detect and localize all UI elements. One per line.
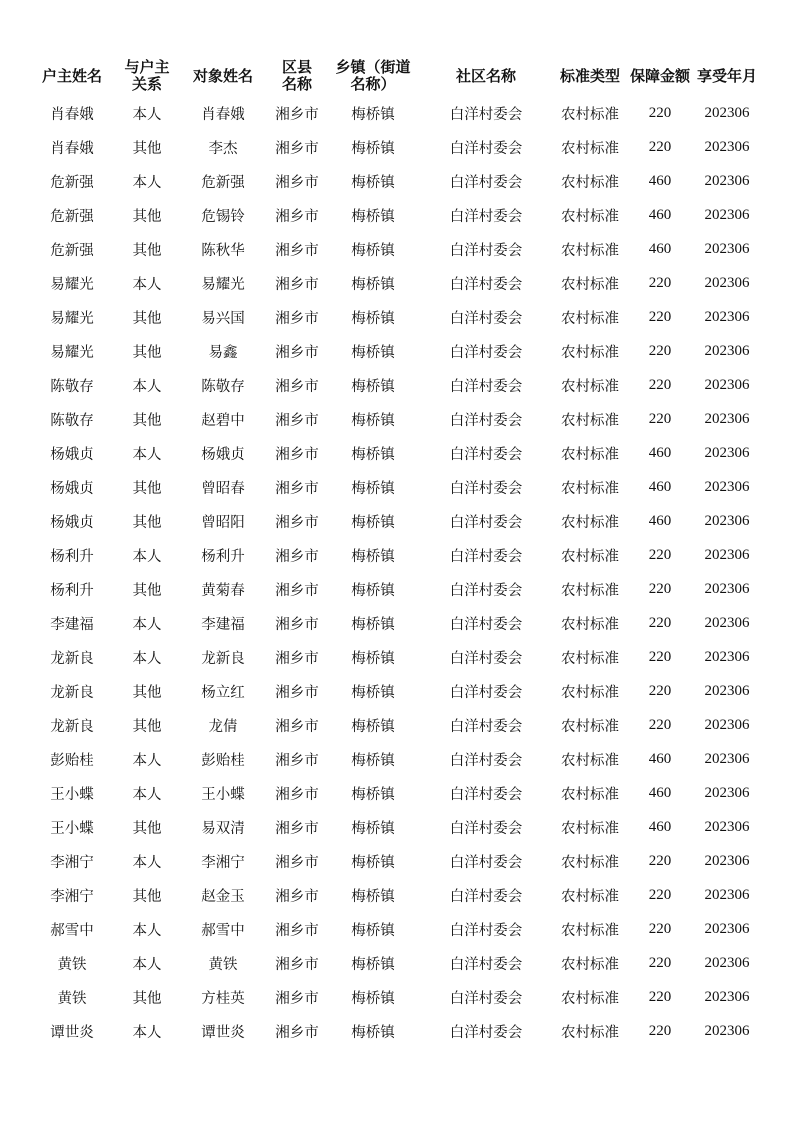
cell-householder-name: 危新强 bbox=[50, 242, 94, 259]
cell-period: 202306 bbox=[704, 580, 750, 597]
table-row bbox=[30, 96, 760, 130]
table-row bbox=[30, 946, 760, 980]
cell-county: 湘乡市 bbox=[275, 174, 319, 191]
cell-county: 湘乡市 bbox=[275, 208, 319, 225]
cell-county: 湘乡市 bbox=[275, 922, 319, 939]
cell-householder-name: 李湘宁 bbox=[50, 888, 94, 905]
cell-standard-type: 农村标准 bbox=[561, 310, 619, 327]
cell-community: 白洋村委会 bbox=[449, 378, 523, 395]
header-community: 社区名称 bbox=[455, 66, 516, 85]
table-row bbox=[30, 844, 760, 878]
cell-householder-name: 龙新良 bbox=[50, 684, 94, 701]
cell-community: 白洋村委会 bbox=[449, 140, 523, 157]
cell-relation: 其他 bbox=[132, 514, 162, 531]
cell-community: 白洋村委会 bbox=[449, 854, 523, 871]
subsidy-table bbox=[30, 56, 760, 1048]
cell-recipient-name: 黄菊春 bbox=[201, 582, 245, 599]
cell-householder-name: 王小蝶 bbox=[50, 820, 94, 837]
cell-standard-type: 农村标准 bbox=[561, 174, 619, 191]
cell-recipient-name: 曾昭阳 bbox=[201, 514, 245, 531]
cell-amount: 460 bbox=[648, 818, 672, 835]
cell-standard-type: 农村标准 bbox=[561, 140, 619, 157]
cell-community: 白洋村委会 bbox=[449, 446, 523, 463]
cell-relation: 本人 bbox=[132, 378, 162, 395]
cell-county: 湘乡市 bbox=[275, 582, 319, 599]
cell-householder-name: 黄铁 bbox=[57, 956, 87, 973]
cell-period: 202306 bbox=[704, 274, 750, 291]
cell-relation: 其他 bbox=[132, 582, 162, 599]
cell-community: 白洋村委会 bbox=[449, 718, 523, 735]
cell-amount: 220 bbox=[648, 410, 672, 427]
cell-recipient-name: 陈敬存 bbox=[201, 378, 245, 395]
cell-relation: 本人 bbox=[132, 956, 162, 973]
cell-recipient-name: 陈秋华 bbox=[201, 242, 245, 259]
cell-relation: 本人 bbox=[132, 616, 162, 633]
table-row bbox=[30, 334, 760, 368]
cell-county: 湘乡市 bbox=[275, 106, 319, 123]
document-page bbox=[30, 56, 760, 1048]
cell-standard-type: 农村标准 bbox=[561, 922, 619, 939]
cell-recipient-name: 王小蝶 bbox=[201, 786, 245, 803]
cell-period: 202306 bbox=[704, 852, 750, 869]
cell-amount: 460 bbox=[648, 512, 672, 529]
cell-community: 白洋村委会 bbox=[449, 106, 523, 123]
cell-period: 202306 bbox=[704, 614, 750, 631]
cell-recipient-name: 杨立红 bbox=[201, 684, 245, 701]
cell-recipient-name: 危锡铃 bbox=[201, 208, 245, 225]
cell-standard-type: 农村标准 bbox=[561, 718, 619, 735]
cell-relation: 其他 bbox=[132, 684, 162, 701]
cell-householder-name: 龙新良 bbox=[50, 650, 94, 667]
cell-relation: 本人 bbox=[132, 922, 162, 939]
table-row bbox=[30, 912, 760, 946]
cell-relation: 本人 bbox=[132, 1024, 162, 1041]
cell-householder-name: 危新强 bbox=[50, 208, 94, 225]
cell-standard-type: 农村标准 bbox=[561, 446, 619, 463]
cell-standard-type: 农村标准 bbox=[561, 276, 619, 293]
cell-standard-type: 农村标准 bbox=[561, 752, 619, 769]
cell-relation: 其他 bbox=[132, 242, 162, 259]
cell-amount: 220 bbox=[648, 988, 672, 1005]
cell-town: 梅桥镇 bbox=[351, 1024, 395, 1041]
cell-householder-name: 李建福 bbox=[50, 616, 94, 633]
cell-relation: 本人 bbox=[132, 786, 162, 803]
cell-period: 202306 bbox=[704, 886, 750, 903]
cell-community: 白洋村委会 bbox=[449, 548, 523, 565]
cell-householder-name: 李湘宁 bbox=[50, 854, 94, 871]
cell-period: 202306 bbox=[704, 172, 750, 189]
cell-amount: 220 bbox=[648, 274, 672, 291]
cell-town: 梅桥镇 bbox=[351, 718, 395, 735]
cell-town: 梅桥镇 bbox=[351, 922, 395, 939]
cell-standard-type: 农村标准 bbox=[561, 412, 619, 429]
cell-town: 梅桥镇 bbox=[351, 616, 395, 633]
table-row bbox=[30, 572, 760, 606]
table-header bbox=[30, 56, 760, 96]
cell-recipient-name: 易兴国 bbox=[201, 310, 245, 327]
cell-standard-type: 农村标准 bbox=[561, 106, 619, 123]
cell-community: 白洋村委会 bbox=[449, 208, 523, 225]
cell-relation: 其他 bbox=[132, 718, 162, 735]
cell-county: 湘乡市 bbox=[275, 616, 319, 633]
cell-householder-name: 杨娥贞 bbox=[50, 446, 94, 463]
cell-county: 湘乡市 bbox=[275, 888, 319, 905]
cell-relation: 其他 bbox=[132, 344, 162, 361]
cell-relation: 本人 bbox=[132, 106, 162, 123]
cell-period: 202306 bbox=[704, 818, 750, 835]
cell-recipient-name: 易耀光 bbox=[201, 276, 245, 293]
cell-standard-type: 农村标准 bbox=[561, 208, 619, 225]
cell-recipient-name: 谭世炎 bbox=[201, 1024, 245, 1041]
cell-town: 梅桥镇 bbox=[351, 412, 395, 429]
cell-recipient-name: 龙新良 bbox=[201, 650, 245, 667]
cell-amount: 460 bbox=[648, 784, 672, 801]
cell-period: 202306 bbox=[704, 138, 750, 155]
cell-recipient-name: 黄铁 bbox=[208, 956, 238, 973]
cell-standard-type: 农村标准 bbox=[561, 1024, 619, 1041]
cell-county: 湘乡市 bbox=[275, 310, 319, 327]
cell-relation: 本人 bbox=[132, 752, 162, 769]
table-body bbox=[30, 96, 760, 1048]
cell-period: 202306 bbox=[704, 988, 750, 1005]
cell-town: 梅桥镇 bbox=[351, 888, 395, 905]
cell-recipient-name: 方桂英 bbox=[201, 990, 245, 1007]
cell-period: 202306 bbox=[704, 444, 750, 461]
cell-relation: 本人 bbox=[132, 854, 162, 871]
cell-county: 湘乡市 bbox=[275, 344, 319, 361]
cell-town: 梅桥镇 bbox=[351, 548, 395, 565]
cell-recipient-name: 肖春娥 bbox=[201, 106, 245, 123]
cell-community: 白洋村委会 bbox=[449, 1024, 523, 1041]
table-row bbox=[30, 198, 760, 232]
cell-recipient-name: 易鑫 bbox=[208, 344, 238, 361]
cell-period: 202306 bbox=[704, 478, 750, 495]
cell-standard-type: 农村标准 bbox=[561, 684, 619, 701]
table-row bbox=[30, 742, 760, 776]
cell-amount: 220 bbox=[648, 954, 672, 971]
cell-householder-name: 易耀光 bbox=[50, 310, 94, 327]
cell-county: 湘乡市 bbox=[275, 514, 319, 531]
cell-community: 白洋村委会 bbox=[449, 616, 523, 633]
cell-relation: 其他 bbox=[132, 208, 162, 225]
cell-community: 白洋村委会 bbox=[449, 242, 523, 259]
cell-county: 湘乡市 bbox=[275, 548, 319, 565]
header-relation: 与户主 关系 bbox=[124, 58, 170, 93]
table-row bbox=[30, 606, 760, 640]
cell-recipient-name: 曾昭春 bbox=[201, 480, 245, 497]
table-row bbox=[30, 810, 760, 844]
cell-standard-type: 农村标准 bbox=[561, 242, 619, 259]
cell-county: 湘乡市 bbox=[275, 446, 319, 463]
cell-town: 梅桥镇 bbox=[351, 820, 395, 837]
cell-period: 202306 bbox=[704, 546, 750, 563]
cell-recipient-name: 赵碧中 bbox=[201, 412, 245, 429]
header-row bbox=[30, 56, 760, 96]
cell-relation: 其他 bbox=[132, 412, 162, 429]
cell-community: 白洋村委会 bbox=[449, 582, 523, 599]
cell-recipient-name: 李湘宁 bbox=[201, 854, 245, 871]
table-row bbox=[30, 776, 760, 810]
header-standard-type: 标准类型 bbox=[559, 66, 620, 85]
cell-relation: 其他 bbox=[132, 480, 162, 497]
cell-community: 白洋村委会 bbox=[449, 514, 523, 531]
table-row bbox=[30, 368, 760, 402]
cell-town: 梅桥镇 bbox=[351, 140, 395, 157]
table-row bbox=[30, 674, 760, 708]
cell-town: 梅桥镇 bbox=[351, 446, 395, 463]
table-row bbox=[30, 470, 760, 504]
cell-householder-name: 陈敬存 bbox=[50, 412, 94, 429]
cell-householder-name: 黄铁 bbox=[57, 990, 87, 1007]
cell-town: 梅桥镇 bbox=[351, 106, 395, 123]
cell-householder-name: 杨娥贞 bbox=[50, 514, 94, 531]
table-row bbox=[30, 436, 760, 470]
cell-amount: 220 bbox=[648, 580, 672, 597]
cell-community: 白洋村委会 bbox=[449, 888, 523, 905]
cell-standard-type: 农村标准 bbox=[561, 548, 619, 565]
cell-town: 梅桥镇 bbox=[351, 344, 395, 361]
cell-amount: 460 bbox=[648, 240, 672, 257]
cell-county: 湘乡市 bbox=[275, 650, 319, 667]
cell-recipient-name: 彭贻桂 bbox=[201, 752, 245, 769]
cell-town: 梅桥镇 bbox=[351, 242, 395, 259]
cell-householder-name: 易耀光 bbox=[50, 344, 94, 361]
cell-relation: 其他 bbox=[132, 310, 162, 327]
cell-county: 湘乡市 bbox=[275, 242, 319, 259]
cell-standard-type: 农村标准 bbox=[561, 582, 619, 599]
cell-town: 梅桥镇 bbox=[351, 990, 395, 1007]
cell-period: 202306 bbox=[704, 954, 750, 971]
cell-town: 梅桥镇 bbox=[351, 854, 395, 871]
cell-relation: 其他 bbox=[132, 888, 162, 905]
cell-amount: 220 bbox=[648, 648, 672, 665]
cell-community: 白洋村委会 bbox=[449, 922, 523, 939]
cell-householder-name: 郝雪中 bbox=[50, 922, 94, 939]
cell-recipient-name: 赵金玉 bbox=[201, 888, 245, 905]
cell-relation: 本人 bbox=[132, 446, 162, 463]
header-period: 享受年月 bbox=[696, 66, 757, 85]
cell-amount: 220 bbox=[648, 614, 672, 631]
cell-relation: 本人 bbox=[132, 548, 162, 565]
cell-householder-name: 肖春娥 bbox=[50, 140, 94, 157]
cell-householder-name: 杨娥贞 bbox=[50, 480, 94, 497]
cell-relation: 本人 bbox=[132, 276, 162, 293]
cell-recipient-name: 李建福 bbox=[201, 616, 245, 633]
table-row bbox=[30, 164, 760, 198]
cell-county: 湘乡市 bbox=[275, 378, 319, 395]
cell-community: 白洋村委会 bbox=[449, 412, 523, 429]
cell-householder-name: 杨利升 bbox=[50, 548, 94, 565]
cell-county: 湘乡市 bbox=[275, 990, 319, 1007]
cell-recipient-name: 李杰 bbox=[208, 140, 238, 157]
cell-community: 白洋村委会 bbox=[449, 650, 523, 667]
cell-community: 白洋村委会 bbox=[449, 344, 523, 361]
cell-period: 202306 bbox=[704, 206, 750, 223]
cell-recipient-name: 龙倩 bbox=[208, 718, 238, 735]
cell-town: 梅桥镇 bbox=[351, 378, 395, 395]
table-row bbox=[30, 1014, 760, 1048]
table-row bbox=[30, 402, 760, 436]
header-county: 区县 名称 bbox=[281, 58, 312, 93]
cell-community: 白洋村委会 bbox=[449, 990, 523, 1007]
cell-relation: 其他 bbox=[132, 990, 162, 1007]
table-row bbox=[30, 878, 760, 912]
cell-amount: 460 bbox=[648, 444, 672, 461]
cell-householder-name: 易耀光 bbox=[50, 276, 94, 293]
cell-standard-type: 农村标准 bbox=[561, 820, 619, 837]
cell-amount: 220 bbox=[648, 342, 672, 359]
cell-community: 白洋村委会 bbox=[449, 174, 523, 191]
cell-period: 202306 bbox=[704, 750, 750, 767]
cell-standard-type: 农村标准 bbox=[561, 956, 619, 973]
cell-town: 梅桥镇 bbox=[351, 208, 395, 225]
cell-period: 202306 bbox=[704, 716, 750, 733]
cell-town: 梅桥镇 bbox=[351, 650, 395, 667]
cell-period: 202306 bbox=[704, 240, 750, 257]
header-town: 乡镇（街道 名称） bbox=[335, 58, 411, 93]
cell-standard-type: 农村标准 bbox=[561, 480, 619, 497]
cell-community: 白洋村委会 bbox=[449, 786, 523, 803]
cell-community: 白洋村委会 bbox=[449, 820, 523, 837]
cell-community: 白洋村委会 bbox=[449, 310, 523, 327]
cell-community: 白洋村委会 bbox=[449, 276, 523, 293]
cell-county: 湘乡市 bbox=[275, 412, 319, 429]
cell-standard-type: 农村标准 bbox=[561, 854, 619, 871]
cell-amount: 220 bbox=[648, 308, 672, 325]
cell-county: 湘乡市 bbox=[275, 718, 319, 735]
cell-town: 梅桥镇 bbox=[351, 684, 395, 701]
cell-amount: 220 bbox=[648, 920, 672, 937]
header-householder-name: 户主姓名 bbox=[41, 66, 102, 85]
cell-amount: 460 bbox=[648, 750, 672, 767]
cell-county: 湘乡市 bbox=[275, 276, 319, 293]
cell-standard-type: 农村标准 bbox=[561, 888, 619, 905]
cell-town: 梅桥镇 bbox=[351, 582, 395, 599]
header-recipient-name: 对象姓名 bbox=[192, 66, 253, 85]
cell-town: 梅桥镇 bbox=[351, 276, 395, 293]
cell-standard-type: 农村标准 bbox=[561, 786, 619, 803]
table-row bbox=[30, 266, 760, 300]
cell-town: 梅桥镇 bbox=[351, 752, 395, 769]
cell-town: 梅桥镇 bbox=[351, 310, 395, 327]
cell-relation: 本人 bbox=[132, 174, 162, 191]
header-amount: 保障金额 bbox=[629, 66, 690, 85]
cell-county: 湘乡市 bbox=[275, 786, 319, 803]
cell-county: 湘乡市 bbox=[275, 956, 319, 973]
cell-amount: 220 bbox=[648, 716, 672, 733]
cell-period: 202306 bbox=[704, 308, 750, 325]
cell-householder-name: 肖春娥 bbox=[50, 106, 94, 123]
cell-period: 202306 bbox=[704, 682, 750, 699]
cell-period: 202306 bbox=[704, 920, 750, 937]
cell-period: 202306 bbox=[704, 784, 750, 801]
cell-relation: 其他 bbox=[132, 140, 162, 157]
cell-standard-type: 农村标准 bbox=[561, 344, 619, 361]
cell-householder-name: 彭贻桂 bbox=[50, 752, 94, 769]
cell-period: 202306 bbox=[704, 376, 750, 393]
cell-householder-name: 杨利升 bbox=[50, 582, 94, 599]
cell-town: 梅桥镇 bbox=[351, 514, 395, 531]
cell-amount: 460 bbox=[648, 478, 672, 495]
cell-period: 202306 bbox=[704, 1022, 750, 1039]
cell-householder-name: 谭世炎 bbox=[50, 1024, 94, 1041]
cell-county: 湘乡市 bbox=[275, 1024, 319, 1041]
cell-county: 湘乡市 bbox=[275, 140, 319, 157]
cell-standard-type: 农村标准 bbox=[561, 378, 619, 395]
cell-period: 202306 bbox=[704, 104, 750, 121]
cell-recipient-name: 杨利升 bbox=[201, 548, 245, 565]
cell-recipient-name: 郝雪中 bbox=[201, 922, 245, 939]
cell-relation: 其他 bbox=[132, 820, 162, 837]
table-row bbox=[30, 504, 760, 538]
cell-town: 梅桥镇 bbox=[351, 956, 395, 973]
cell-community: 白洋村委会 bbox=[449, 956, 523, 973]
cell-county: 湘乡市 bbox=[275, 854, 319, 871]
cell-county: 湘乡市 bbox=[275, 820, 319, 837]
cell-amount: 220 bbox=[648, 104, 672, 121]
cell-town: 梅桥镇 bbox=[351, 786, 395, 803]
cell-standard-type: 农村标准 bbox=[561, 514, 619, 531]
cell-period: 202306 bbox=[704, 410, 750, 427]
cell-amount: 220 bbox=[648, 376, 672, 393]
table-row bbox=[30, 538, 760, 572]
cell-householder-name: 王小蝶 bbox=[50, 786, 94, 803]
cell-amount: 220 bbox=[648, 1022, 672, 1039]
cell-community: 白洋村委会 bbox=[449, 684, 523, 701]
cell-householder-name: 危新强 bbox=[50, 174, 94, 191]
table-row bbox=[30, 708, 760, 742]
cell-amount: 220 bbox=[648, 682, 672, 699]
cell-town: 梅桥镇 bbox=[351, 480, 395, 497]
cell-period: 202306 bbox=[704, 648, 750, 665]
cell-town: 梅桥镇 bbox=[351, 174, 395, 191]
cell-relation: 本人 bbox=[132, 650, 162, 667]
cell-amount: 220 bbox=[648, 852, 672, 869]
cell-amount: 460 bbox=[648, 172, 672, 189]
cell-period: 202306 bbox=[704, 512, 750, 529]
table-row bbox=[30, 232, 760, 266]
table-row bbox=[30, 130, 760, 164]
cell-standard-type: 农村标准 bbox=[561, 650, 619, 667]
cell-standard-type: 农村标准 bbox=[561, 616, 619, 633]
cell-amount: 220 bbox=[648, 546, 672, 563]
cell-standard-type: 农村标准 bbox=[561, 990, 619, 1007]
cell-recipient-name: 危新强 bbox=[201, 174, 245, 191]
cell-community: 白洋村委会 bbox=[449, 752, 523, 769]
cell-county: 湘乡市 bbox=[275, 752, 319, 769]
cell-householder-name: 陈敬存 bbox=[50, 378, 94, 395]
table-row bbox=[30, 640, 760, 674]
table-row bbox=[30, 300, 760, 334]
cell-recipient-name: 易双清 bbox=[201, 820, 245, 837]
cell-amount: 220 bbox=[648, 138, 672, 155]
cell-householder-name: 龙新良 bbox=[50, 718, 94, 735]
cell-county: 湘乡市 bbox=[275, 684, 319, 701]
cell-recipient-name: 杨娥贞 bbox=[201, 446, 245, 463]
cell-county: 湘乡市 bbox=[275, 480, 319, 497]
table-row bbox=[30, 980, 760, 1014]
cell-period: 202306 bbox=[704, 342, 750, 359]
cell-amount: 460 bbox=[648, 206, 672, 223]
cell-amount: 220 bbox=[648, 886, 672, 903]
cell-community: 白洋村委会 bbox=[449, 480, 523, 497]
